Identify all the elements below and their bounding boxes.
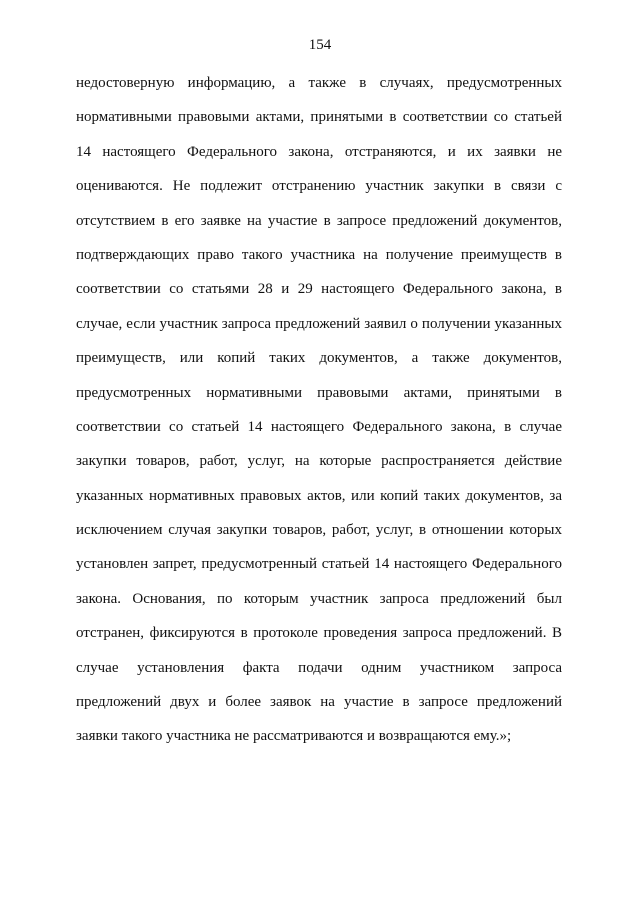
text-line: закона. Основания, по которым участник запроса предложений был: [76, 590, 562, 607]
text-line: исключением случая закупки товаров, работ, услуг, в отношении которых: [76, 522, 562, 539]
text-line: подтверждающих право такого участника на получение преимуществ в: [76, 246, 562, 263]
text-line: преимуществ, или копий таких документов, а также документов,: [76, 350, 562, 367]
text-line: недостоверную информацию, а также в случаях, предусмотренных: [76, 75, 562, 91]
text-line: оцениваются. Не подлежит отстранению участник закупки в связи с: [76, 178, 562, 195]
text-line: нормативными правовыми актами, принятыми в соответствии со статьей: [76, 109, 562, 126]
text-line: случае установления факта подачи одним участником запроса: [76, 659, 562, 676]
text-line: случае, если участник запроса предложений заявил о получении указанных: [76, 315, 562, 332]
text-line: заявки такого участника не рассматриваются и возвращаются ему.»;: [76, 728, 512, 745]
text-line: предусмотренных нормативными правовыми актами, принятыми в: [76, 384, 562, 401]
text-line: отстранен, фиксируются в протоколе проведения запроса предложений. В: [76, 625, 562, 642]
text-line: соответствии со статьями 28 и 29 настоящего Федерального закона, в: [76, 281, 562, 298]
text-line: указанных нормативных правовых актов, или копий таких документов, за: [76, 487, 562, 504]
text-line: установлен запрет, предусмотренный статьей 14 настоящего Федерального: [76, 556, 562, 573]
text-line: предложений двух и более заявок на участие в запросе предложений: [76, 694, 562, 711]
page-number: 154: [308, 37, 332, 53]
text-line: соответствии со статьей 14 настоящего Федерального закона, в случае: [76, 418, 562, 435]
body-text: [76, 73, 562, 761]
text-line: закупки товаров, работ, услуг, на которые распространяется действие: [76, 453, 562, 470]
text-line: отсутствием в его заявке на участие в запросе предложений документов,: [76, 212, 562, 229]
text-line: 14 настоящего Федерального закона, отстраняются, и их заявки не: [76, 143, 562, 160]
